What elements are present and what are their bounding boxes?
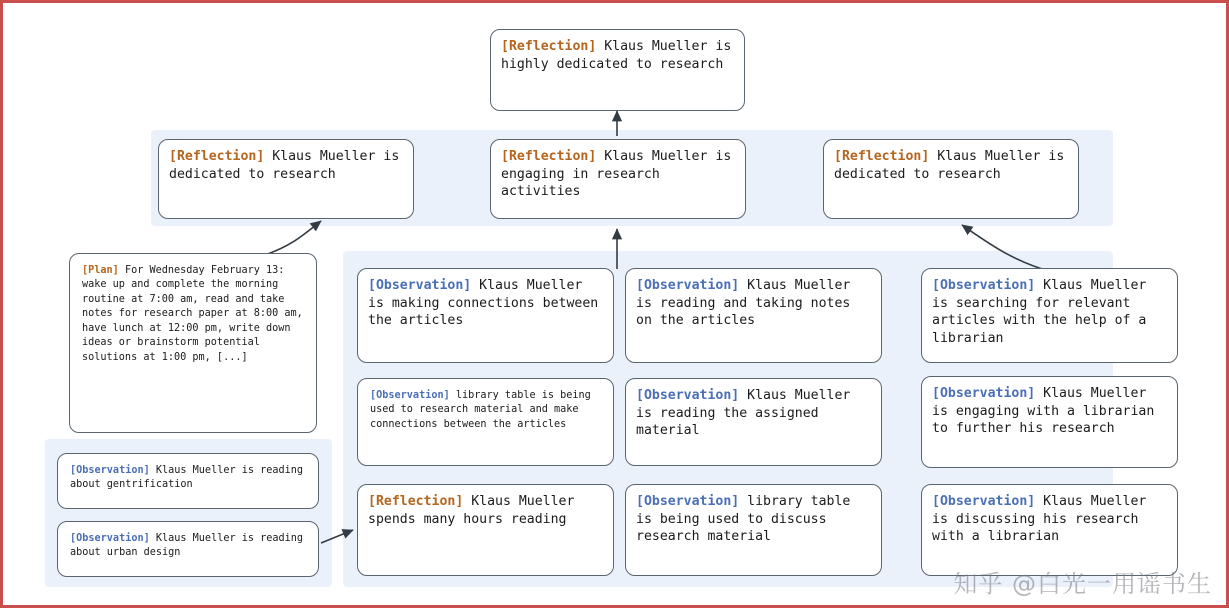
- node-tag: [Observation]: [932, 278, 1036, 293]
- node-tag: [Observation]: [370, 390, 450, 401]
- node-tag: [Reflection]: [501, 39, 597, 54]
- node-col4-observation-3[interactable]: [921, 484, 1178, 576]
- node-tag: [Observation]: [70, 533, 150, 544]
- node-text: Klaus Mueller is engaging in research activities: [501, 149, 732, 200]
- node-root-reflection[interactable]: [490, 29, 745, 111]
- node-tag: [Observation]: [368, 278, 472, 293]
- node-text: Klaus Mueller is reading about gentrification: [70, 465, 304, 490]
- node-text: Klaus Mueller is dedicated to research: [169, 149, 400, 182]
- node-text: Klaus Mueller is searching for relevant articles with the help of a librarian: [932, 278, 1147, 346]
- node-text: library table is being used to research material and make connections between the articles: [370, 390, 591, 430]
- node-col3-observation-2[interactable]: [625, 378, 882, 466]
- node-tag: [Observation]: [636, 278, 740, 293]
- node-text: Klaus Mueller is making connections between the articles: [368, 278, 599, 329]
- node-text: library table is being used to discuss research material: [636, 494, 851, 545]
- node-tag: [Reflection]: [368, 494, 464, 509]
- node-text: Klaus Mueller is dedicated to research: [834, 149, 1065, 182]
- node-col3-observation-1[interactable]: [625, 268, 882, 363]
- node-tag: [Observation]: [70, 465, 150, 476]
- node-text: Klaus Mueller is reading about urban design: [70, 533, 304, 558]
- node-text: Klaus Mueller is highly dedicated to research: [501, 39, 732, 72]
- node-mid-right-reflection[interactable]: [823, 139, 1079, 219]
- node-col2-observation-1[interactable]: [357, 268, 614, 363]
- node-tag: [Observation]: [636, 388, 740, 403]
- watermark: [953, 564, 1212, 599]
- node-tag: [Reflection]: [834, 149, 930, 164]
- node-col2-observation-2[interactable]: [357, 378, 614, 466]
- node-tag: [Plan]: [82, 265, 119, 276]
- node-tag: [Reflection]: [501, 149, 597, 164]
- node-text: Klaus Mueller is reading the assigned material: [636, 388, 851, 439]
- node-col4-observation-2[interactable]: [921, 376, 1178, 468]
- node-tag: [Observation]: [636, 494, 740, 509]
- node-plan[interactable]: [69, 253, 317, 433]
- node-tag: [Reflection]: [169, 149, 265, 164]
- node-col4-observation-1[interactable]: [921, 268, 1178, 363]
- node-text: For Wednesday February 13: wake up and complete the morning routine at 7:00 am, read and take notes for research paper at 8:00 am, have lunch at 12:00 pm, write down ideas or brainstorm potential solutions at 1:00 pm, [...]: [82, 265, 303, 363]
- node-text: Klaus Mueller is discussing his research with a librarian: [932, 494, 1147, 545]
- watermark-text: 知乎 @白光一用谣书生: [953, 570, 1212, 598]
- node-tag: [Observation]: [932, 494, 1036, 509]
- node-text: Klaus Mueller spends many hours reading: [368, 494, 575, 527]
- node-mid-left-reflection[interactable]: [158, 139, 414, 219]
- node-text: Klaus Mueller is engaging with a librarian to further his research: [932, 386, 1155, 437]
- node-mid-center-reflection[interactable]: [490, 139, 746, 219]
- node-tag: [Observation]: [932, 386, 1036, 401]
- node-col2-reflection[interactable]: [357, 484, 614, 576]
- node-text: Klaus Mueller is reading and taking notes on the articles: [636, 278, 851, 329]
- node-col3-observation-3[interactable]: [625, 484, 882, 576]
- node-obs-left-1[interactable]: [57, 453, 319, 509]
- node-obs-left-2[interactable]: [57, 521, 319, 577]
